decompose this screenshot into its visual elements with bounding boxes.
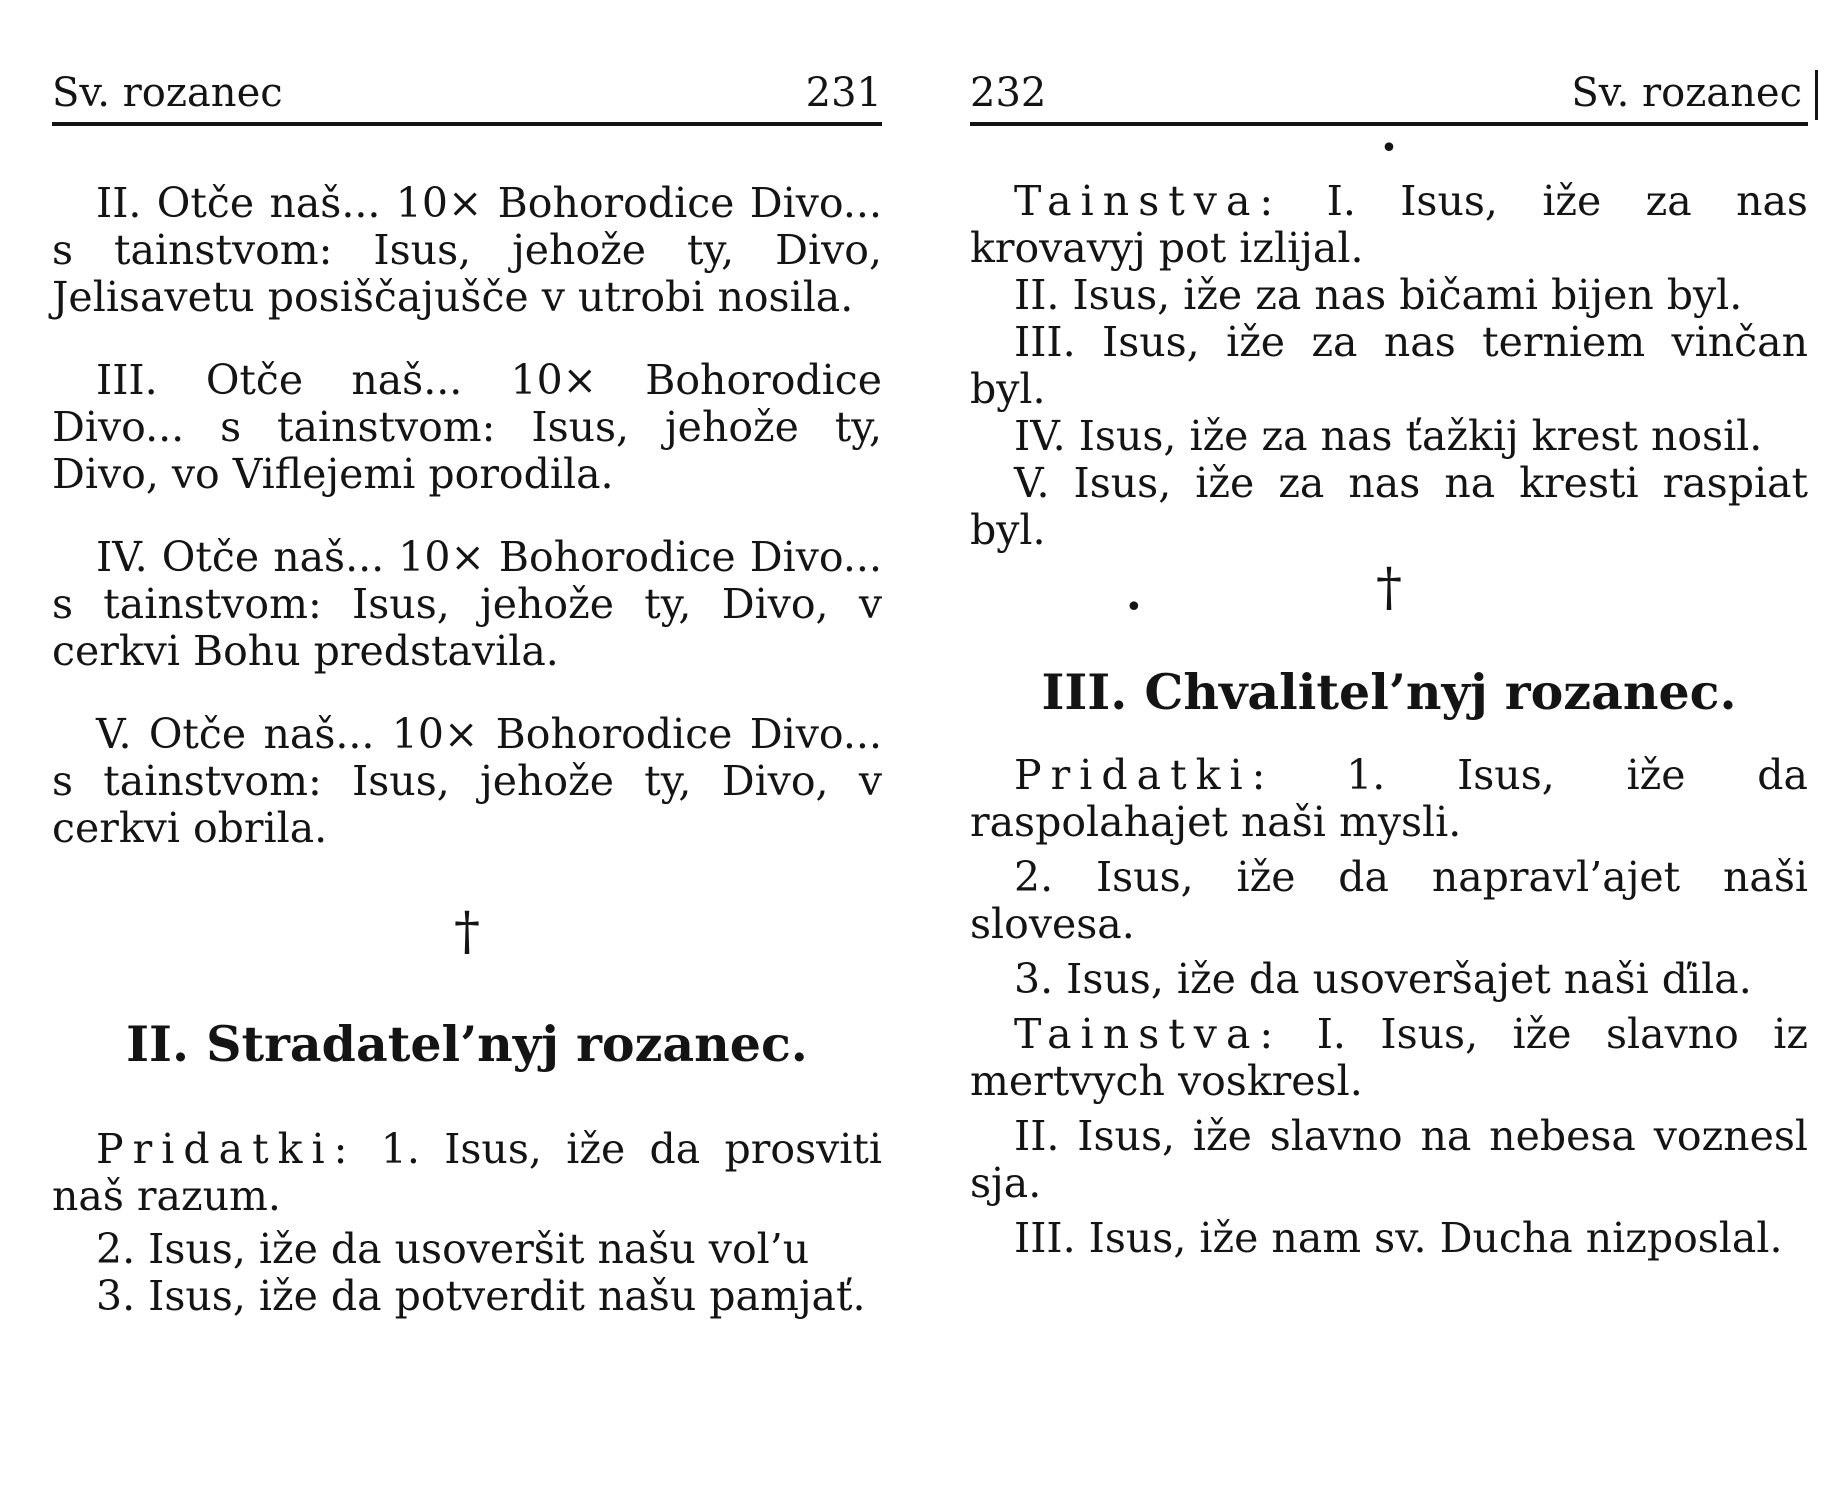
pridatki-label: Pridatki: <box>1014 751 1275 799</box>
tainstva-item: III. Isus, iže nam sv. Ducha nizposlal. <box>1014 1214 1783 1262</box>
right-page <box>970 0 1808 1262</box>
cross-ornament: † <box>454 902 480 962</box>
pridatki-item: 2. Isus, iže da napravl’ajet naši slovesa. <box>970 853 1808 948</box>
left-page-content <box>52 180 882 1320</box>
tainstva-item: V. Isus, iže za nas na kresti raspiat byl. <box>970 459 1808 554</box>
cross-glyph: † <box>1376 558 1402 618</box>
pridatki-paragraph <box>52 1126 882 1220</box>
tainstva-paragraph <box>970 1011 1808 1105</box>
tainstva-item: III. Isus, iže za nas terniem vinčan byl. <box>970 318 1808 413</box>
pridatki-item: 3. Isus, iže da potverdit našu pamjať. <box>96 1272 866 1320</box>
section-heading: II. Stradatel’nyj rozanec. <box>126 1015 808 1073</box>
running-head-title: Sv. rozanec <box>52 70 283 116</box>
page-number: 232 <box>970 70 1047 116</box>
cross-ornament <box>970 558 1808 625</box>
decade-paragraph: V. Otče naš... 10× Bohorodice Divo... s tainstvom: Isus, jehože ty, Divo, v cerkvi obrila. <box>52 710 882 852</box>
dot-ornament: • <box>1125 590 1143 625</box>
tainstva-item: II. Isus, iže za nas bičami bijen byl. <box>1014 271 1743 319</box>
decade-paragraph: II. Otče naš... 10× Bohorodice Divo... s tainstvom: Isus, jehože ty, Divo, Jelisavetu posiščajušče v utrobi nosila. <box>52 179 882 321</box>
section-heading: III. Chvalitel’nyj rozanec. <box>1041 663 1737 721</box>
pridatki-item: 2. Isus, iže da usoveršit našu vol’u <box>96 1225 810 1273</box>
decade-paragraph: IV. Otče naš... 10× Bohorodice Divo... s tainstvom: Isus, jehože ty, Divo, v cerkvi Bohu predstavila. <box>52 533 882 675</box>
page-edge-mark <box>1815 70 1818 120</box>
pridatki-first-item: 1. Isus, iže da raspolahajet naši mysli. <box>970 751 1808 846</box>
pridatki-paragraph <box>970 752 1808 846</box>
decade-paragraph: III. Otče naš... 10× Bohorodice Divo... s tainstvom: Isus, jehože ty, Divo, vo Viflejemi porodila. <box>52 356 882 498</box>
left-page <box>52 0 882 1320</box>
tainstva-item: IV. Isus, iže za nas ťažkij krest nosil. <box>1014 412 1763 460</box>
right-page-content <box>970 178 1808 1262</box>
tainstva-first-item: I. Isus, iže za nas krovavyj pot izlijal. <box>970 177 1808 272</box>
pridatki-label: Pridatki: <box>96 1125 357 1173</box>
right-running-head <box>970 66 1808 126</box>
tainstva-label: Tainstva: <box>1014 1010 1283 1058</box>
dot-ornament: • <box>1380 131 1398 166</box>
page-number: 231 <box>805 70 882 116</box>
pridatki-first-item: 1. Isus, iže da prosviti naš razum. <box>52 1125 882 1220</box>
left-running-head <box>52 66 882 126</box>
running-head-title: Sv. rozanec <box>1571 70 1802 116</box>
tainstva-label: Tainstva: <box>1014 177 1283 225</box>
pridatki-item: 3. Isus, iže da usoveršajet naši ďila. <box>1014 955 1752 1003</box>
tainstva-item: II. Isus, iže slavno na nebesa voznesl sja. <box>970 1112 1808 1207</box>
tainstva-paragraph <box>970 178 1808 272</box>
tainstva-first-item: I. Isus, iže slavno iz mertvych voskresl. <box>970 1010 1808 1105</box>
